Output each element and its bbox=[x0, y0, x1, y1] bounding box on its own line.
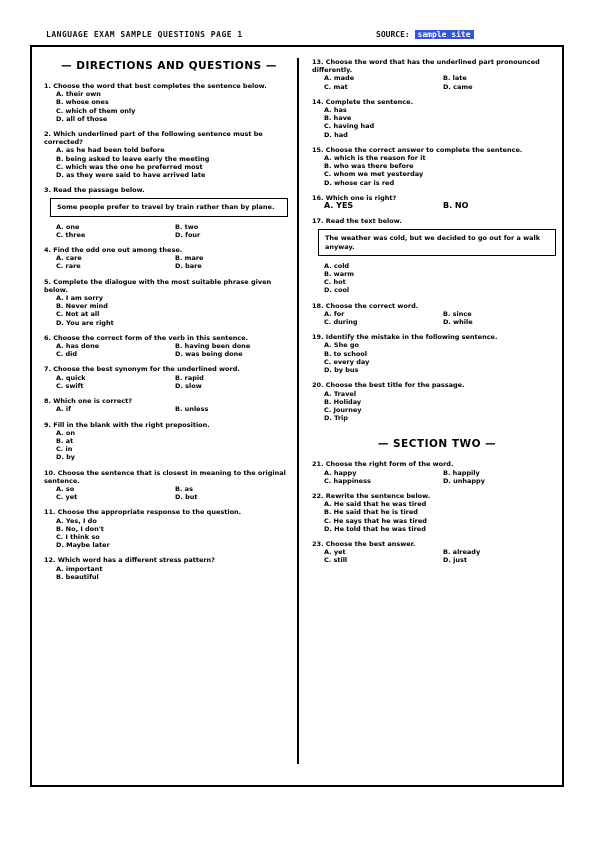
answer-option[interactable]: A. which is the reason for it bbox=[324, 154, 426, 163]
question-item bbox=[312, 58, 562, 91]
answer-option[interactable]: A. has done bbox=[56, 342, 100, 351]
answer-option[interactable]: D. all of those bbox=[56, 114, 108, 123]
answer-option[interactable]: B. have bbox=[324, 114, 352, 123]
question-stem: 16. Which one is right? bbox=[312, 193, 397, 202]
answer-option[interactable]: B. warm bbox=[324, 270, 355, 279]
answer-option[interactable]: B. being asked to leave early the meeting bbox=[56, 154, 210, 163]
answer-option[interactable]: A. their own bbox=[56, 90, 101, 99]
answer-option-grid bbox=[312, 74, 562, 90]
answer-option[interactable]: B. mare bbox=[175, 254, 204, 263]
question-item bbox=[44, 186, 294, 239]
question-item bbox=[312, 540, 562, 565]
answer-option[interactable]: C. still bbox=[324, 556, 348, 565]
answer-option[interactable]: C. Journey bbox=[324, 405, 362, 414]
question-stem: 4. Find the odd one out among these. bbox=[44, 246, 183, 255]
answer-option[interactable]: B. since bbox=[443, 309, 472, 318]
question-stem: 3. Read the passage below. bbox=[44, 186, 145, 195]
answer-option[interactable]: C. Not at all bbox=[56, 310, 100, 319]
answer-option[interactable]: D. but bbox=[175, 493, 198, 502]
right-question-list-2 bbox=[312, 460, 562, 564]
answer-option[interactable]: D. as they were said to have arrived late bbox=[56, 171, 206, 180]
right-question-list bbox=[312, 58, 562, 422]
question-item bbox=[44, 397, 294, 413]
question-item bbox=[312, 460, 562, 485]
answer-option[interactable]: B. as bbox=[175, 484, 193, 493]
answer-option[interactable]: B. He said that he is tired bbox=[324, 508, 418, 517]
question-stem: 14. Complete the sentence. bbox=[312, 97, 414, 106]
answer-option-grid bbox=[312, 310, 562, 326]
answer-option[interactable]: B. whose ones bbox=[56, 98, 109, 107]
answer-option[interactable]: A. yet bbox=[324, 548, 346, 557]
section-title-left: — DIRECTIONS AND QUESTIONS — bbox=[61, 60, 277, 72]
question-stem: 11. Choose the appropriate response to the question. bbox=[44, 508, 242, 517]
answer-option[interactable]: A. Travel bbox=[324, 389, 357, 398]
left-question-list bbox=[44, 82, 294, 581]
page-header-left: LANGUAGE EXAM SAMPLE QUESTIONS PAGE 1 bbox=[46, 30, 243, 39]
answer-option[interactable]: B. at bbox=[56, 436, 74, 445]
answer-option[interactable]: B. to school bbox=[324, 349, 368, 358]
answer-option-grid bbox=[312, 548, 562, 564]
answer-option[interactable]: A. as he had been told before bbox=[56, 146, 165, 155]
question-stem: 5. Complete the dialogue with the most suitable phrase given below. bbox=[44, 277, 272, 294]
answer-option[interactable]: A. on bbox=[56, 428, 75, 437]
answer-option[interactable]: B. Holiday bbox=[324, 397, 362, 406]
question-item bbox=[312, 333, 562, 374]
passage-box: Some people prefer to travel by train rather than by plane. bbox=[50, 198, 288, 216]
question-stem: 2. Which underlined part of the following sentence must be corrected? bbox=[44, 130, 263, 147]
answer-option[interactable]: C. having had bbox=[324, 122, 375, 131]
question-stem: 8. Which one is correct? bbox=[44, 397, 133, 406]
answer-option[interactable]: A. happy bbox=[324, 468, 357, 477]
answer-option[interactable]: A. one bbox=[56, 222, 80, 231]
question-stem: 1. Choose the word that best completes the sentence below. bbox=[44, 82, 267, 90]
source-link[interactable]: sample site bbox=[415, 30, 474, 39]
answer-option[interactable]: D. slow bbox=[175, 381, 202, 390]
answer-option-grid bbox=[44, 254, 294, 270]
answer-option[interactable]: C. in bbox=[56, 445, 73, 454]
answer-option[interactable]: B. who was there before bbox=[324, 162, 414, 171]
answer-option[interactable]: D. cool bbox=[324, 286, 350, 295]
answer-option[interactable]: B. No, I don't bbox=[56, 524, 104, 533]
question-stem: 10. Choose the sentence that is closest in meaning to the original sentence. bbox=[44, 468, 286, 485]
page-header-right bbox=[376, 30, 474, 39]
answer-option[interactable]: A. cold bbox=[324, 261, 350, 270]
answer-option[interactable]: C. every day bbox=[324, 357, 370, 366]
question-stem: 19. Identify the mistake in the following sentence. bbox=[312, 333, 498, 342]
answer-option[interactable]: D. by bbox=[56, 453, 76, 462]
question-stem: 6. Choose the correct form of the verb in this sentence. bbox=[44, 333, 249, 342]
question-item bbox=[44, 334, 294, 359]
question-stem: 21. Choose the right form of the word. bbox=[312, 460, 454, 469]
answer-option[interactable]: C. which was the one he preferred most bbox=[56, 162, 203, 171]
question-item bbox=[312, 194, 562, 210]
answer-option[interactable]: D. unhappy bbox=[443, 476, 485, 485]
answer-option[interactable]: C. yet bbox=[56, 493, 78, 502]
answer-option[interactable]: D. while bbox=[443, 318, 473, 327]
answer-option[interactable]: B. Never mind bbox=[56, 302, 108, 311]
answer-option[interactable]: D. He told that he was tired bbox=[324, 524, 426, 533]
answer-option[interactable]: B. beautiful bbox=[56, 572, 99, 581]
answer-option-grid bbox=[44, 342, 294, 358]
right-column bbox=[312, 58, 562, 572]
answer-option[interactable]: B. having been done bbox=[175, 342, 251, 351]
answer-option[interactable]: D. just bbox=[443, 556, 467, 565]
question-item bbox=[44, 556, 294, 581]
question-item bbox=[312, 302, 562, 327]
question-item bbox=[44, 82, 294, 123]
column-divider bbox=[297, 58, 299, 764]
question-stem: 23. Choose the best answer. bbox=[312, 539, 416, 548]
answer-option[interactable]: D. had bbox=[324, 130, 348, 139]
answer-option[interactable]: A. made bbox=[324, 74, 355, 83]
answer-option[interactable]: A. if bbox=[56, 405, 71, 414]
question-stem: 13. Choose the word that has the underlined part pronounced differently. bbox=[312, 58, 540, 75]
answer-option[interactable]: C. rare bbox=[56, 262, 81, 271]
question-item bbox=[44, 508, 294, 549]
answer-option[interactable]: C. hot bbox=[324, 278, 346, 287]
question-item bbox=[44, 365, 294, 390]
answer-option[interactable]: B. late bbox=[443, 74, 467, 83]
answer-option-grid bbox=[44, 223, 294, 239]
answer-option[interactable]: A. has bbox=[324, 106, 347, 115]
answer-option[interactable]: D. bare bbox=[175, 262, 202, 271]
question-stem: 12. Which word has a different stress pattern? bbox=[44, 556, 215, 565]
answer-option[interactable]: C. mat bbox=[324, 82, 348, 91]
left-column bbox=[44, 58, 294, 588]
answer-option[interactable]: D. four bbox=[175, 230, 201, 239]
answer-option[interactable]: A. care bbox=[56, 254, 82, 263]
answer-option-grid bbox=[44, 485, 294, 501]
question-stem: 9. Fill in the blank with the right preposition. bbox=[44, 420, 210, 429]
answer-option[interactable]: C. He says that he was tired bbox=[324, 516, 427, 525]
answer-option[interactable]: A. important bbox=[56, 564, 103, 573]
question-item bbox=[312, 217, 562, 294]
answer-option-grid bbox=[44, 374, 294, 390]
answer-option[interactable]: D. was being done bbox=[175, 350, 243, 359]
answer-option[interactable]: C. swift bbox=[56, 381, 84, 390]
answer-option[interactable]: C. which of them only bbox=[56, 106, 136, 115]
question-stem: 17. Read the text below. bbox=[312, 217, 402, 226]
question-item bbox=[44, 246, 294, 271]
answer-option[interactable]: B. rapid bbox=[175, 373, 204, 382]
answer-option[interactable]: D. whose car is red bbox=[324, 178, 395, 187]
question-stem: 7. Choose the best synonym for the underlined word. bbox=[44, 365, 240, 374]
question-item bbox=[312, 98, 562, 139]
answer-option[interactable]: B. NO bbox=[443, 201, 469, 211]
question-item bbox=[44, 421, 294, 462]
question-stem: 18. Choose the correct word. bbox=[312, 301, 419, 310]
answer-option-grid bbox=[44, 405, 294, 413]
answer-option[interactable]: D. You are right bbox=[56, 318, 114, 327]
answer-option[interactable]: C. I think so bbox=[56, 532, 100, 541]
answer-option[interactable]: A. I am sorry bbox=[56, 294, 103, 303]
section-title-right: — SECTION TWO — bbox=[377, 438, 497, 451]
answer-option[interactable]: B. already bbox=[443, 548, 481, 557]
answer-option[interactable]: A. quick bbox=[56, 373, 86, 382]
question-stem: 15. Choose the correct answer to complete the sentence. bbox=[312, 145, 523, 154]
answer-option[interactable]: C. did bbox=[56, 350, 78, 359]
question-item bbox=[44, 278, 294, 327]
question-item bbox=[44, 130, 294, 179]
answer-option[interactable]: D. by bus bbox=[324, 366, 359, 375]
answer-option[interactable]: C. whom we met yesterday bbox=[324, 170, 424, 179]
answer-option-grid bbox=[312, 202, 562, 210]
answer-option[interactable]: A. She go bbox=[324, 341, 359, 350]
question-item bbox=[312, 381, 562, 422]
answer-option[interactable]: A. for bbox=[324, 309, 345, 318]
answer-option-grid bbox=[312, 469, 562, 485]
question-item bbox=[312, 492, 562, 533]
question-item bbox=[44, 469, 294, 502]
source-label: SOURCE: bbox=[376, 30, 410, 39]
answer-option[interactable]: B. happily bbox=[443, 468, 480, 477]
question-item bbox=[312, 146, 562, 187]
question-stem: 22. Rewrite the sentence below. bbox=[312, 491, 431, 500]
answer-option[interactable]: A. so bbox=[56, 484, 75, 493]
answer-option[interactable]: D. Trip bbox=[324, 414, 348, 423]
answer-option[interactable]: C. during bbox=[324, 318, 358, 327]
answer-option[interactable]: B. unless bbox=[175, 405, 209, 414]
answer-option[interactable]: C. three bbox=[56, 230, 86, 239]
passage-box: The weather was cold, but we decided to go out for a walk anyway. bbox=[318, 229, 556, 255]
answer-option[interactable]: A. YES bbox=[324, 201, 354, 211]
answer-option[interactable]: B. two bbox=[175, 222, 199, 231]
answer-option[interactable]: A. He said that he was tired bbox=[324, 500, 427, 509]
answer-option[interactable]: D. came bbox=[443, 82, 473, 91]
answer-option[interactable]: D. Maybe later bbox=[56, 541, 110, 550]
question-stem: 20. Choose the best title for the passage. bbox=[312, 381, 465, 390]
answer-option[interactable]: C. happiness bbox=[324, 476, 371, 485]
answer-option[interactable]: A. Yes, I do bbox=[56, 516, 97, 525]
